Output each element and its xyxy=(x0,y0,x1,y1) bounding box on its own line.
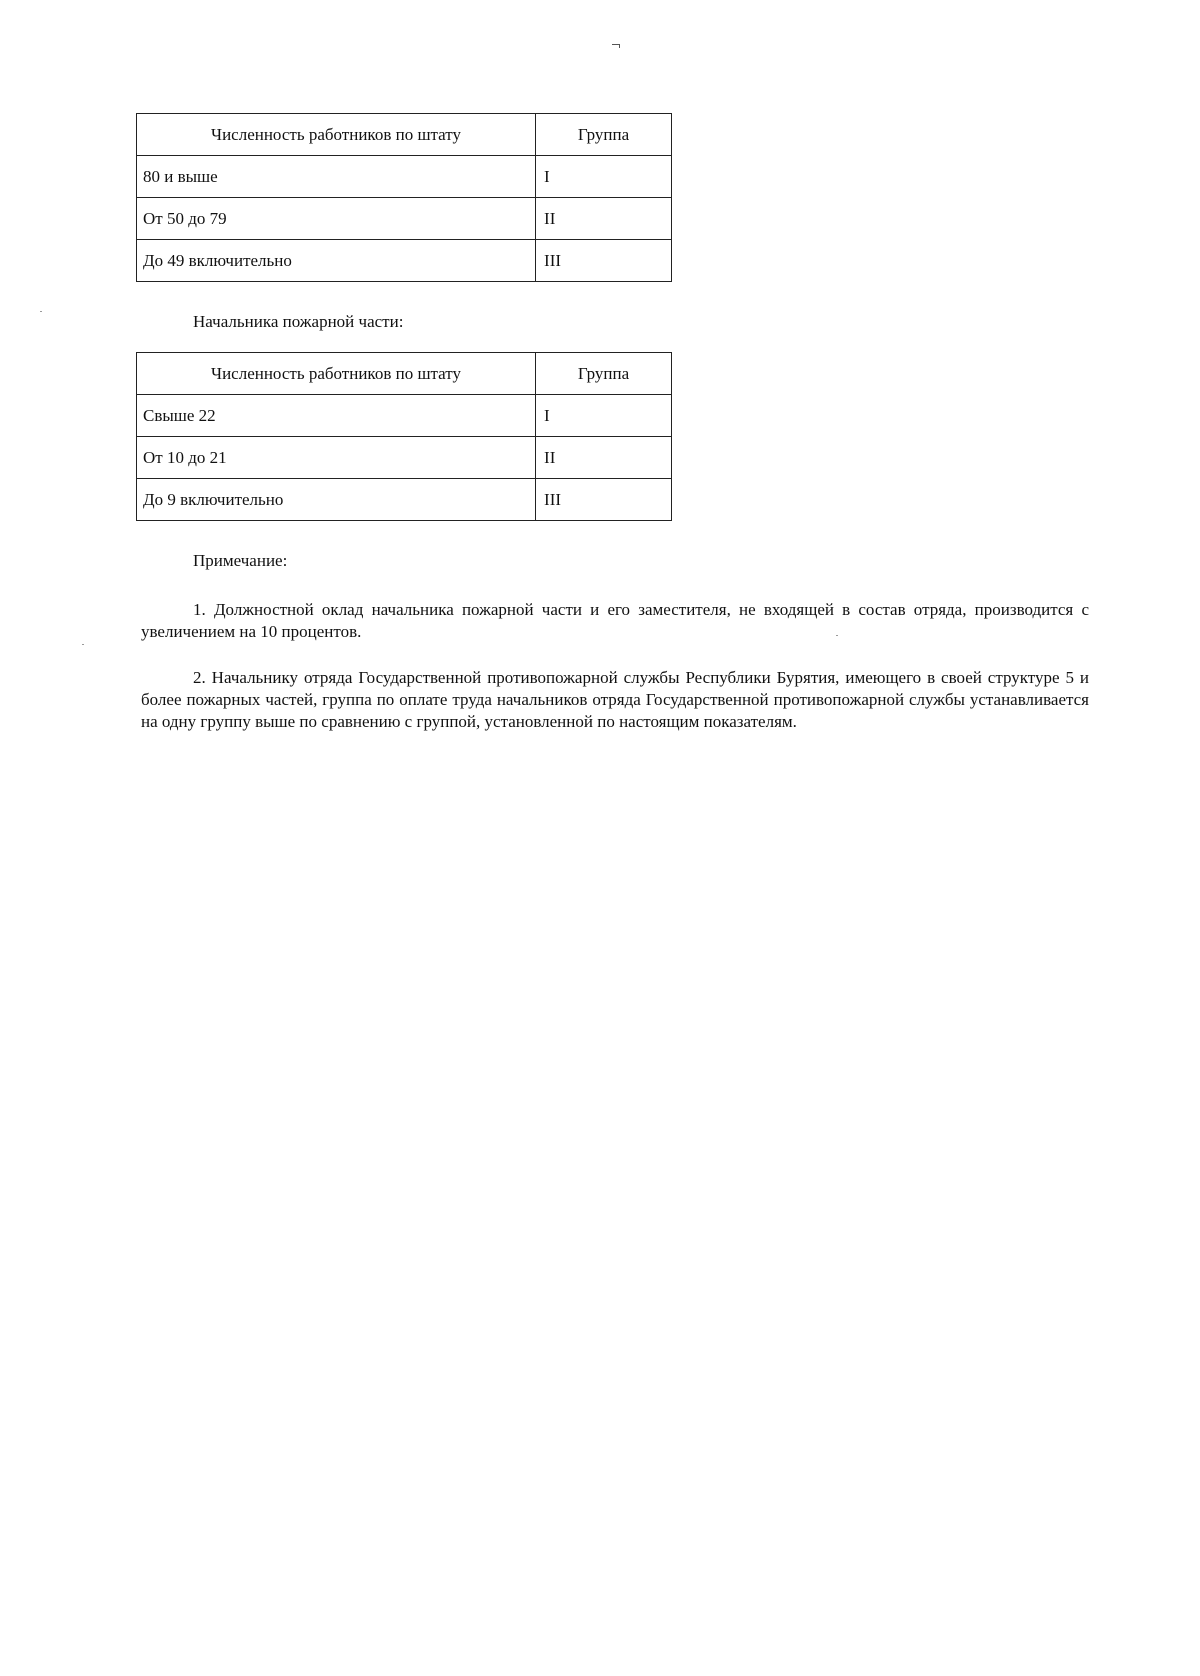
table-header-row xyxy=(137,353,672,395)
group-cell: II xyxy=(536,198,672,240)
group-cell: II xyxy=(536,437,672,479)
notes-heading: Примечание: xyxy=(193,551,288,570)
page-corner-mark xyxy=(612,44,620,45)
column-header-staff-count: Численность работников по штату xyxy=(137,353,536,395)
staff-group-table-2 xyxy=(136,352,672,521)
staff-count-cell: До 49 включительно xyxy=(137,240,536,282)
group-cell: III xyxy=(536,479,672,521)
table-row xyxy=(137,479,672,521)
staff-count-cell: От 50 до 79 xyxy=(137,198,536,240)
column-header-staff-count: Численность работников по штату xyxy=(137,114,536,156)
table-row xyxy=(137,156,672,198)
table-row xyxy=(137,198,672,240)
staff-group-table-1 xyxy=(136,113,672,282)
fire-station-chief-caption: Начальника пожарной части: xyxy=(193,312,404,331)
staff-count-cell: От 10 до 21 xyxy=(137,437,536,479)
table-row xyxy=(137,240,672,282)
staff-count-cell: До 9 включительно xyxy=(137,479,536,521)
table-header-row xyxy=(137,114,672,156)
scan-artifact-dot xyxy=(82,644,84,645)
note-paragraph-1: 1. Должностной оклад начальника пожарной части и его заместителя, не входящей в состав отряда, производится с увеличением на 10 процентов. xyxy=(141,600,1089,641)
table-row xyxy=(137,395,672,437)
table-row xyxy=(137,437,672,479)
group-cell: III xyxy=(536,240,672,282)
scan-artifact-dot xyxy=(40,311,42,312)
group-cell: I xyxy=(536,156,672,198)
staff-count-cell: 80 и выше xyxy=(137,156,536,198)
group-cell: I xyxy=(536,395,672,437)
column-header-group: Группа xyxy=(536,353,672,395)
column-header-group: Группа xyxy=(536,114,672,156)
staff-count-cell: Свыше 22 xyxy=(137,395,536,437)
note-paragraph-2: 2. Начальнику отряда Государственной противопожарной службы Республики Бурятия, имеющего в своей структуре 5 и более пожарных частей, группа по оплате труда начальников отряда Государственной противопожарной службы устанавливается на одну группу выше по сравнению с группой, установленной по настоящим показателям. xyxy=(141,668,1089,731)
